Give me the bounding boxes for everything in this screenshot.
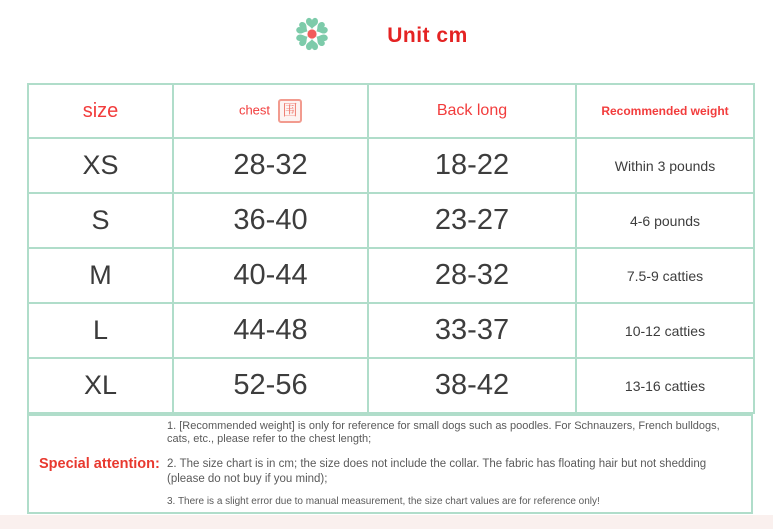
header-back-long [368, 84, 576, 138]
weight-cell: 4-6 pounds [576, 193, 754, 248]
special-attention-box [27, 414, 753, 514]
back-long-cell: 23-27 [368, 193, 576, 248]
notes-list [167, 416, 751, 512]
header-chest [173, 84, 368, 138]
header-recommended-weight [576, 84, 754, 138]
size-cell: XL [28, 358, 173, 413]
unit-title: Unit cm [387, 24, 468, 47]
table-row [28, 248, 754, 303]
size-cell: M [28, 248, 173, 303]
note-item: 3. There is a slight error due to manual measurement, the size chart values are for reference only! [167, 495, 600, 507]
title-bar [0, 0, 773, 72]
table-row [28, 303, 754, 358]
header-size-label: size [82, 99, 119, 122]
back-long-cell: 33-37 [368, 303, 576, 358]
chest-cell: 28-32 [173, 138, 368, 193]
table-row [28, 193, 754, 248]
note-item: 2. The size chart is in cm; the size does not include the collar. The fabric has floating hair but not shedding (please do not buy if you mind); [167, 458, 707, 485]
size-cell: XS [28, 138, 173, 193]
girth-stamp-icon: 围 [278, 99, 302, 123]
weight-cell: Within 3 pounds [576, 138, 754, 193]
table-header-row [28, 84, 754, 138]
header-chest-label: chest [238, 102, 271, 118]
table-row [28, 138, 754, 193]
header-back-long-label: Back long [436, 102, 508, 119]
size-chart-table [27, 83, 755, 414]
table-row [28, 358, 754, 413]
header-recommended-weight-label: Recommended weight [601, 104, 729, 118]
size-cell: S [28, 193, 173, 248]
size-cell: L [28, 303, 173, 358]
back-long-cell: 38-42 [368, 358, 576, 413]
note-item: 1. [Recommended weight] is only for reference for small dogs such as poodles. For Schnauzers, French bulldogs, cats, etc., please refer to the chest length; [167, 419, 720, 446]
chest-cell: 52-56 [173, 358, 368, 413]
special-attention-title: Special attention: [39, 456, 160, 472]
chest-cell: 36-40 [173, 193, 368, 248]
weight-cell: 10-12 catties [576, 303, 754, 358]
chest-cell: 44-48 [173, 303, 368, 358]
chest-cell: 40-44 [173, 248, 368, 303]
flower-icon [291, 13, 333, 55]
weight-cell: 13-16 catties [576, 358, 754, 413]
back-long-cell: 28-32 [368, 248, 576, 303]
back-long-cell: 18-22 [368, 138, 576, 193]
bottom-strip [0, 515, 773, 529]
weight-cell: 7.5-9 catties [576, 248, 754, 303]
header-size [28, 84, 173, 138]
